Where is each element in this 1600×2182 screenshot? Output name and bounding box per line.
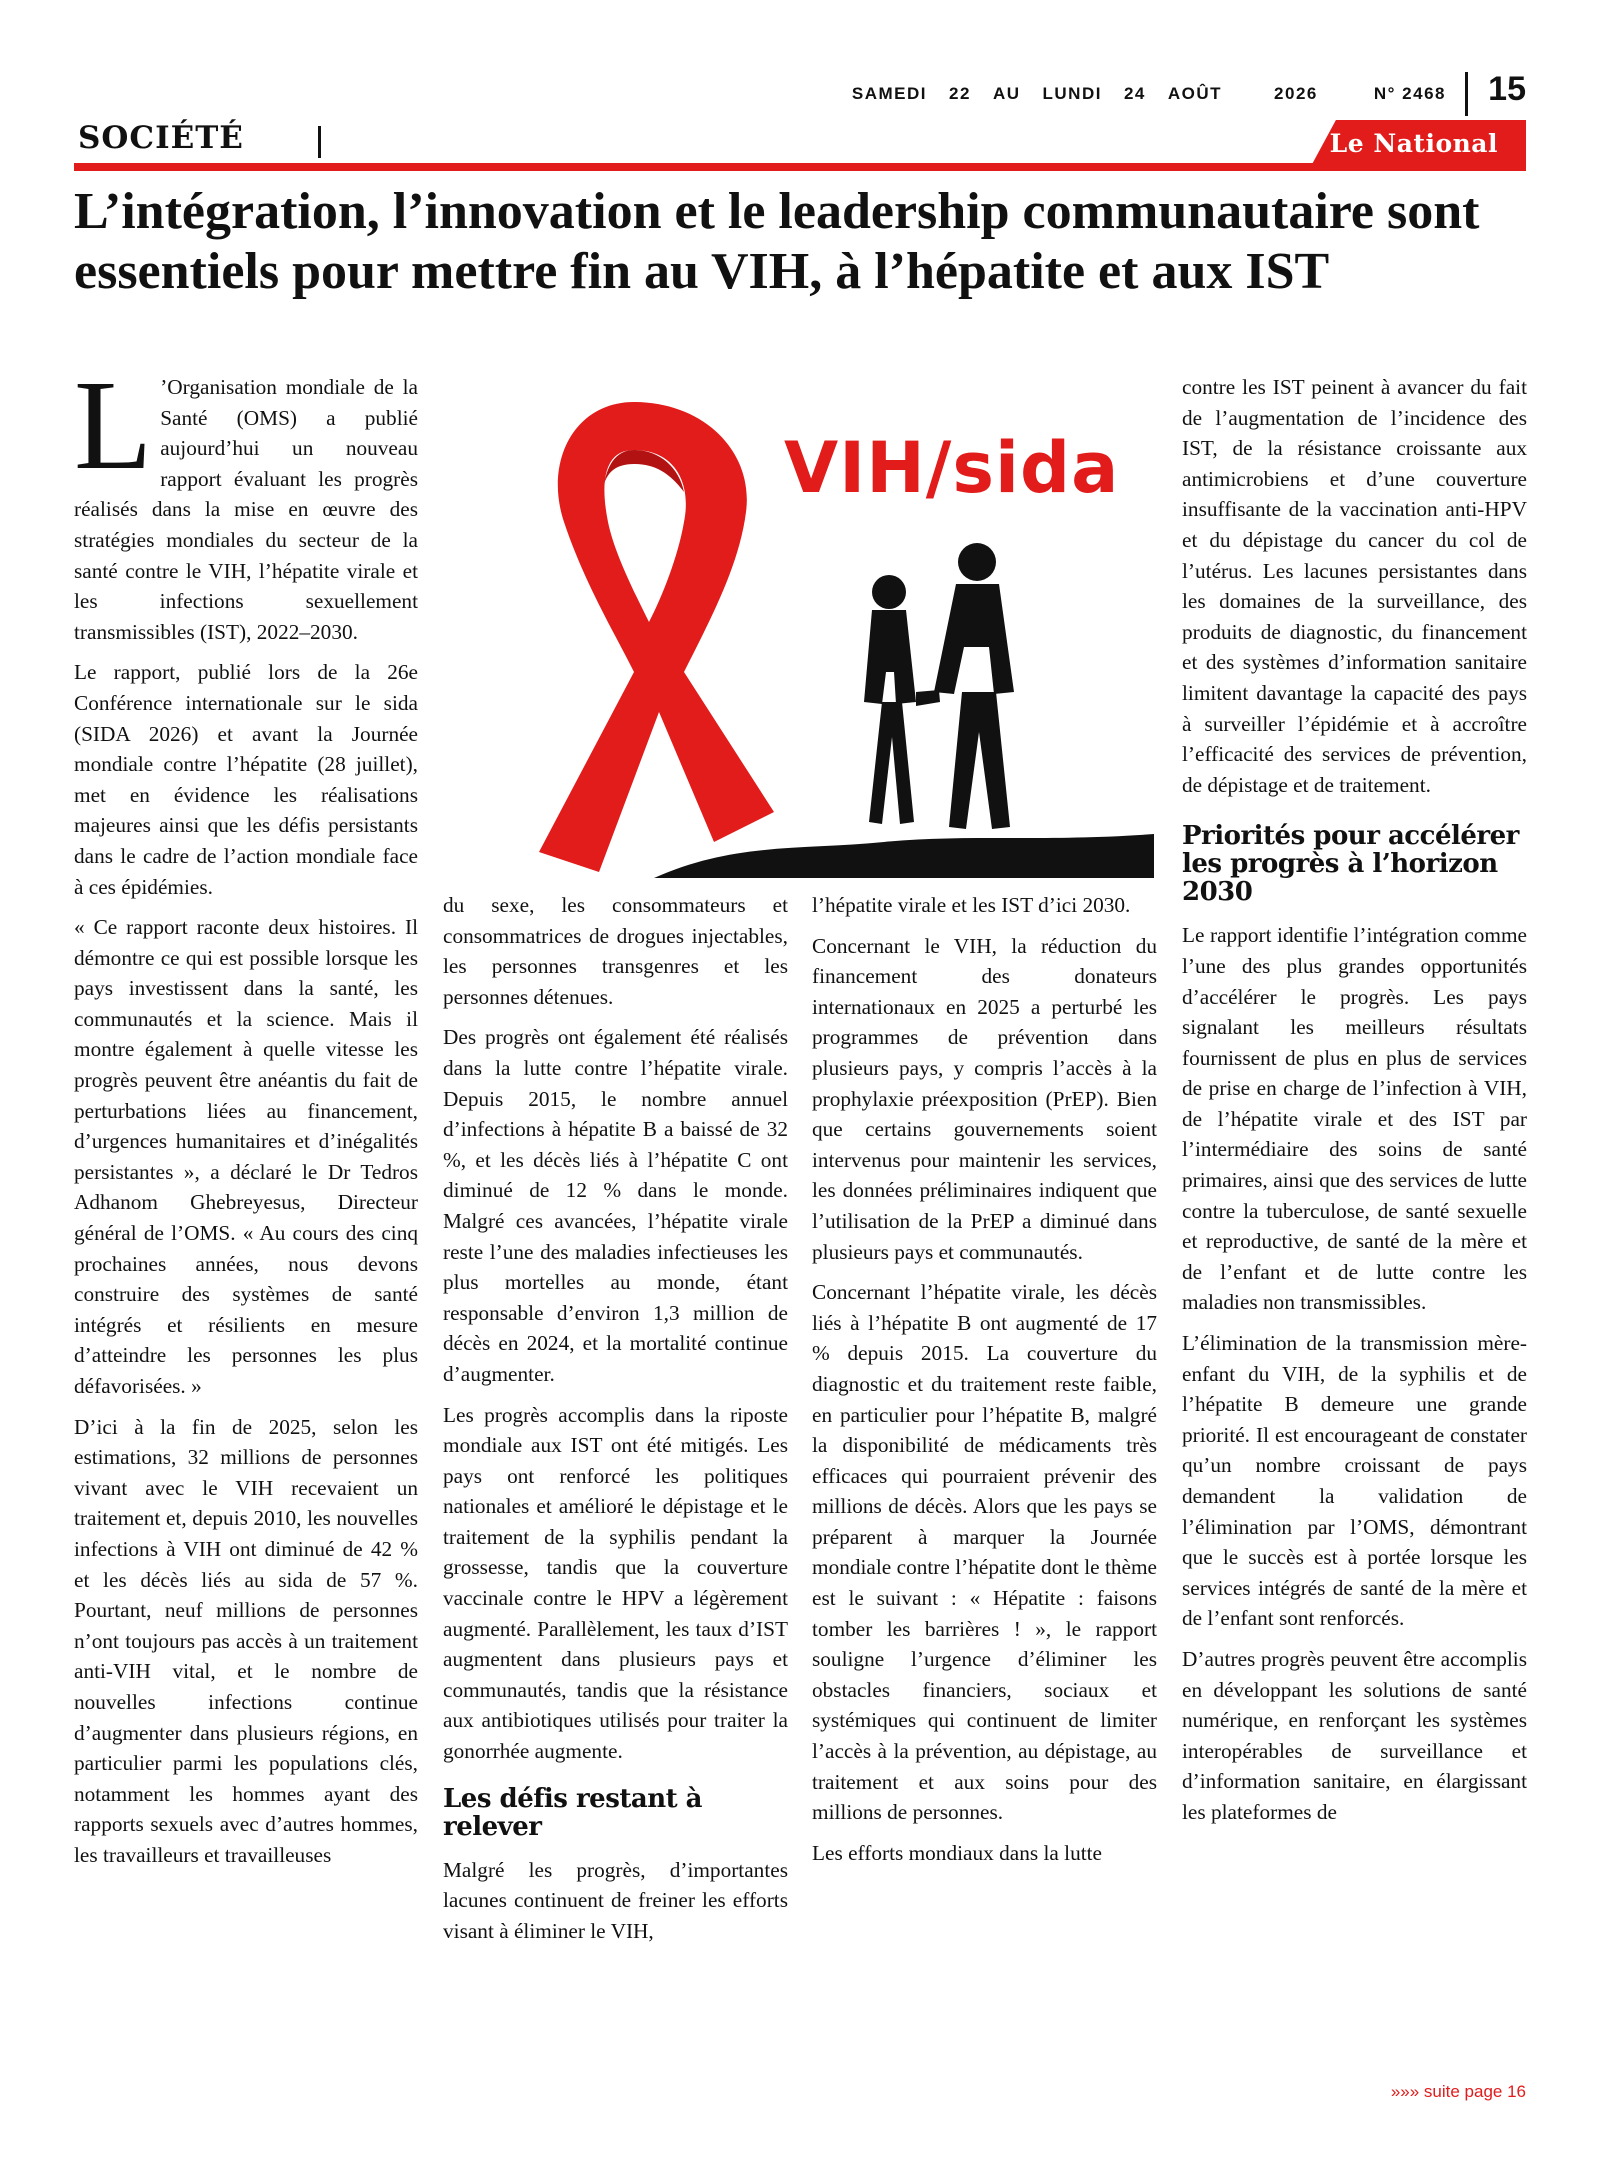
paragraph: du sexe, les consommateurs et consommatrices de drogues injectables, les personnes transgenres et les personnes détenues. [443, 893, 788, 1009]
header-rule [74, 163, 1526, 171]
column-2 [443, 890, 788, 1956]
page-number-divider [1465, 72, 1468, 116]
paragraph: Malgré les progrès, d’importantes lacunes continuent de freiner les efforts visant à éliminer le VIH, [443, 1857, 788, 1943]
paragraph: Des progrès ont également été réalisés dans la lutte contre l’hépatite virale. Depuis 2015, le nombre annuel d’infections à hépatite B a baissé de 32 %, et les décès liés à l’hépatite C ont diminué de 12 % dans le monde. Malgré ces avancées, l’hépatite virale reste l’une des maladies infectieuses les plus mortelles au monde, étant responsable d’environ 1,3 million de décès en 2024, et la mortalité continue d’augmenter. [443, 1025, 788, 1386]
drop-cap: L [74, 354, 153, 496]
masthead [74, 62, 1526, 172]
paragraph: l’hépatite virale et les IST d’ici 2030. [812, 893, 1131, 917]
article-illustration [484, 372, 1154, 878]
paragraph: D’ici à la fin de 2025, selon les estimations, 32 millions de personnes vivant avec le VIH recevaient un traitement et, depuis 2010, les nouvelles infections à VIH ont diminué de 42 % et les décès liés au sida de 57 %. Pourtant, neuf millions de personnes n’ont toujours pas accès à un traitement anti-VIH vital, et le nombre de nouvelles infections continue d’augmenter dans plusieurs régions, en particulier parmi les populations clés, notamment les hommes ayant des rapports sexuels avec d’autres hommes, les travailleurs et travailleuses [74, 1414, 418, 1867]
man-silhouette [916, 543, 1014, 829]
column-3 [812, 890, 1157, 1878]
column-1 [74, 354, 418, 1881]
paragraph: D’autres progrès peuvent être accomplis en développant les solutions de santé numérique, en renforçant les systèmes interopérables de surveillance et d’information sanitaire, en élargissant les plateformes de [1182, 1646, 1527, 1824]
article-headline: L’intégration, l’innovation et le leadership communautaire sont essentiels pour mettre fin au VIH, à l’hépatite et aux IST [74, 183, 1480, 300]
paragraph: Les efforts mondiaux dans la lutte [812, 1840, 1103, 1865]
date-end: 24 [1123, 84, 1146, 103]
newspaper-name: Le National [1329, 129, 1498, 158]
subheading: Les défis restant à relever [443, 1783, 703, 1842]
paragraph-text: ’Organisation mondiale de la Santé (OMS) a publié aujourd’hui un nouveau rapport évaluant les progrès réalisés dans la mise en œuvre des stratégies mondiales du secteur de la santé contre le VIH, l’hépatite virale et les infections sexuellement transmissibles (IST), 2022–2030. [74, 375, 418, 644]
paragraph: contre les IST peinent à avancer du fait de l’augmentation de l’incidence des IST, de la résistance croissante aux antimicrobiens et d’une couverture insuffisante de la vaccination anti-HPV et du dépistage du cancer du col de l’utérus. Les lacunes persistantes dans les domaines de la surveillance, des produits de diagnostic, du financement et des systèmes d’information sanitaire limitent davantage la capacité des pays à surveiller l’épidémie et à accroître l’efficacité des services de prévention, de dépistage et de traitement. [1182, 375, 1527, 797]
day-end: LUNDI [1042, 84, 1102, 103]
month: AOÛT [1167, 84, 1223, 103]
paragraph: Concernant l’hépatite virale, les décès liés à l’hépatite B ont augmenté de 17 % depuis 2015. La couverture du diagnostic et du traitement reste faible, en particulier pour l’hépatite B, malgré la disponibilité de médicaments très efficaces qui pourraient prévenir des millions de décès. Alors que les pays se préparent à marquer la Journée mondiale contre l’hépatite dont le thème est le suivant : « Hépatite : faisons tomber les barrières ! », le rapport souligne l’urgence d’éliminer les obstacles financiers, sociaux et systémiques qui continuent de limiter l’accès à la prévention, au dépistage, au traitement et aux soins pour des millions de personnes. [812, 1280, 1157, 1825]
section-divider [318, 126, 321, 158]
ground-silhouette [654, 834, 1154, 878]
paragraph: Le rapport, publié lors de la 26e Conférence internationale sur le sida (SIDA 2026) et avant la Journée mondiale contre l’hépatite (28 juillet), met en évidence les réalisations majeures ainsi que les défis persistants dans le cadre de l’action mondiale face à ces épidémies. [74, 660, 418, 899]
year: 2026 [1274, 84, 1318, 103]
page-number: 15 [1488, 70, 1526, 108]
day-start: SAMEDI [851, 84, 928, 103]
red-ribbon-icon [539, 402, 774, 872]
section-title: SOCIÉTÉ [78, 120, 244, 156]
date-start: 22 [949, 84, 971, 103]
paragraph: Le rapport identifie l’intégration comme l’une des plus grandes opportunités d’accélérer le progrès. Les pays signalant les meilleurs résultats fournissent de plus en plus de services de prise en charge de l’infection à VIH, de l’hépatite virale et des IST par l’intermédiaire des soins de santé primaires, ainsi que des services de lutte contre la tuberculose, de santé sexuelle et reproductive, de santé de la mère et de l’enfant et de lutte contre les maladies non transmissibles. [1182, 923, 1527, 1315]
issue-number: N° 2468 [1373, 84, 1446, 103]
woman-silhouette [864, 575, 916, 824]
issue-date-line [830, 84, 1446, 104]
paragraph: L’élimination de la transmission mère-enfant du VIH, de la syphilis et de l’hépatite B demeure une grande priorité. Il est encourageant de constater qu’un nombre croissant de pays demandent la validation de l’élimination par l’OMS, démontrant que le succès est à portée lorsque les services intégrés de santé de la mère et de l’enfant sont renforcés. [1182, 1331, 1527, 1631]
paragraph: Les progrès accomplis dans la riposte mondiale aux IST ont été mitigés. Les pays ont renforcé les politiques nationales et amélioré le dépistage et le traitement de la syphilis pendant la grossesse, tandis que la couverture vaccinale contre le HPV a légèrement augmenté. Parallèlement, les taux d’IST augmentent dans plusieurs pays et communautés, tandis que la résistance aux antibiotiques utilisés pour traiter la gonorrhée augmente. [443, 1402, 788, 1764]
paragraph: « Ce rapport raconte deux histoires. Il démontre ce qui est possible lorsque les pays investissent dans la santé, les communautés et la science. Mais il montre également à quelle vitesse les progrès peuvent être anéantis du fait de perturbations liées au financement, d’urgences humanitaires et d’inégalités persistantes », a déclaré le Dr Tedros Adhanom Ghebreyesus, Directeur général de l’OMS. « Au cours des cinq prochaines années, nous devons construire des systèmes de santé intégrés et résilients en mesure d’atteindre les personnes les plus défavorisées. » [74, 915, 418, 1398]
continued-on-page-link[interactable]: »»» suite page 16 [1390, 2082, 1526, 2101]
subheading: Priorités pour accélérer les progrès à l’horizon 2030 [1182, 821, 1519, 908]
word-to: AU [992, 84, 1021, 103]
vih-sida-image [484, 372, 1154, 878]
paragraph [74, 354, 418, 647]
column-4 [1182, 372, 1527, 1838]
paragraph: Concernant le VIH, la réduction du financement des donateurs internationaux en 2025 a perturbé les programmes de prévention dans plusieurs pays, y compris l’accès à la prophylaxie préexposition (PrEP). Bien que certains gouvernements soient intervenus pour maintenir les services, les données préliminaires indiquent que l’utilisation de la PrEP a diminué dans plusieurs pays et communautés. [812, 933, 1157, 1264]
image-caption-text: VIH/sida [784, 427, 1120, 509]
